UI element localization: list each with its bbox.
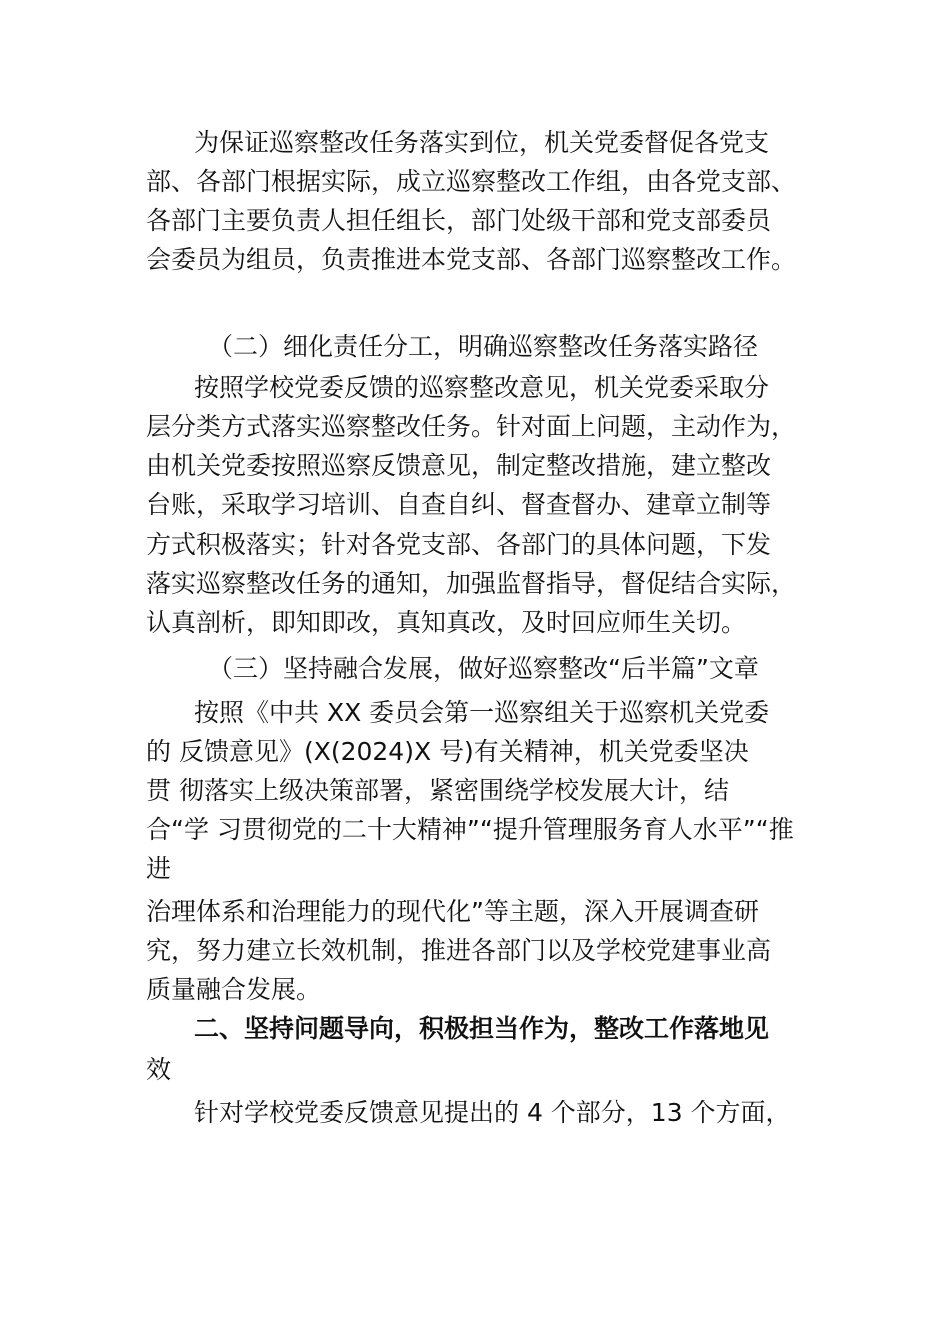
paragraph-line: 落实巡察整改任务的通知，加强监督指导，督促结合实际， [146, 569, 797, 598]
paragraph-line: 会委员为组员，负责推进本党支部、各部门巡察整改工作。 [146, 245, 797, 274]
paragraph-line: 按照《中共 XX 委员会第一巡察组关于巡察机关党委 [194, 698, 770, 727]
paragraph-line: 由机关党委按照巡察反馈意见，制定整改措施，建立整改 [146, 451, 772, 480]
paragraph-line: 为保证巡察整改任务落实到位，机关党委督促各党支 [194, 128, 770, 157]
paragraph-line: 贯 彻落实上级决策部署，紧密围绕学校发展大计，结 [146, 776, 729, 805]
section-heading-2: 二、坚持问题导向，积极担当作为，整改工作落地见 [194, 1014, 770, 1043]
section-heading-2-continued: 效 [146, 1055, 172, 1084]
section-subheading-3: （三）坚持融合发展，做好巡察整改“后半篇”文章 [208, 654, 759, 683]
paragraph-line: 台账，采取学习培训、自查自纠、督查督办、建章立制等 [146, 490, 772, 519]
paragraph-line: 层分类方式落实巡察整改任务。针对面上问题，主动作为， [146, 412, 797, 441]
section-subheading-2: （二）细化责任分工，明确巡察整改任务落实路径 [208, 332, 759, 361]
paragraph-line: 治理体系和治理能力的现代化”等主题，深入开展调查研 [146, 897, 759, 926]
paragraph-line: 各部门主要负责人担任组长，部门处级干部和党支部委员 [146, 206, 772, 235]
paragraph-line: 按照学校党委反馈的巡察整改意见，机关党委采取分 [194, 373, 770, 402]
paragraph-line: 认真剖析，即知即改，真知真改，及时回应师生关切。 [146, 608, 747, 637]
paragraph-line: 进 [146, 854, 172, 883]
paragraph-line: 的 反馈意见》(X(2024)X 号)有关精神，机关党委坚决 [146, 737, 749, 766]
paragraph-line: 部、各部门根据实际，成立巡察整改工作组，由各党支部、 [146, 167, 797, 196]
paragraph-line: 针对学校党委反馈意见提出的 4 个部分，13 个方面， [194, 1098, 791, 1127]
paragraph-line: 究，努力建立长效机制，推进各部门以及学校党建事业高 [146, 936, 772, 965]
paragraph-line: 合“学 习贯彻党的二十大精神”“提升管理服务育人水平”“推 [146, 815, 794, 844]
paragraph-line: 质量融合发展。 [146, 975, 322, 1004]
paragraph-line: 方式积极落实；针对各党支部、各部门的具体问题，下发 [146, 530, 772, 559]
